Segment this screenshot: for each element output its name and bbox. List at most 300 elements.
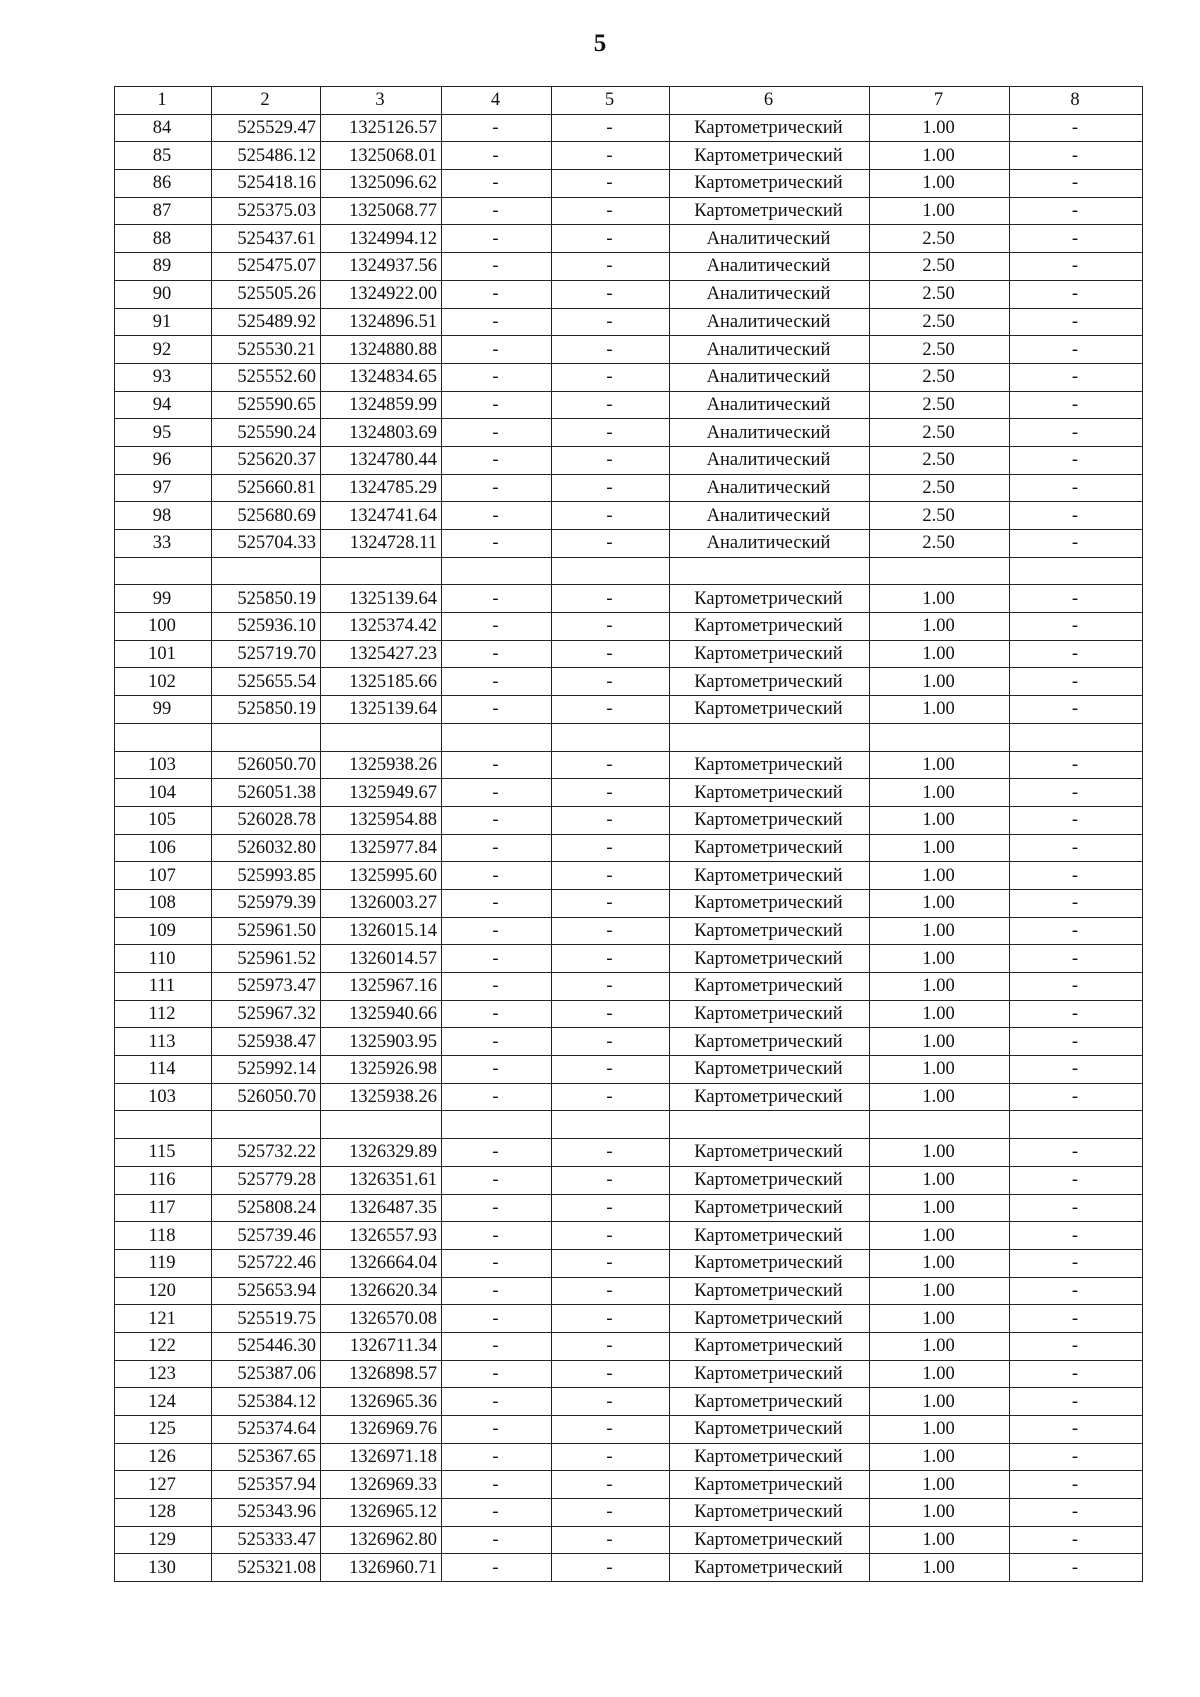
table-cell-col-8: - <box>1010 1083 1143 1111</box>
table-cell-col-6: Аналитический <box>670 280 870 308</box>
table-cell-col-5: - <box>552 1305 670 1333</box>
table-cell-col-7: 1.00 <box>870 945 1010 973</box>
table-row <box>115 280 1143 308</box>
table-cell-col-8: - <box>1010 502 1143 530</box>
table-cell-col-3: 1324803.69 <box>321 419 442 447</box>
table-cell-col-7: 1.00 <box>870 1471 1010 1499</box>
table-cell-col-5: - <box>552 419 670 447</box>
table-cell-col-5: - <box>552 170 670 198</box>
table-cell-col-2: 525660.81 <box>212 474 321 502</box>
table-cell-col-5: - <box>552 1526 670 1554</box>
table-row <box>115 1249 1143 1277</box>
table-cell-col-8: - <box>1010 114 1143 142</box>
table-cell-col-8: - <box>1010 1416 1143 1444</box>
table-cell-col-4: - <box>442 1139 552 1167</box>
table-cell-col-7: 1.00 <box>870 1305 1010 1333</box>
table-cell-col-4: - <box>442 1028 552 1056</box>
table-cell-col-7: 2.50 <box>870 474 1010 502</box>
table-cell-col-1: 109 <box>115 917 212 945</box>
table-cell-col-6 <box>670 723 870 751</box>
table-cell-col-6: Картометрический <box>670 585 870 613</box>
table-cell-col-2: 525486.12 <box>212 142 321 170</box>
table-cell-col-1: 91 <box>115 308 212 336</box>
table-cell-col-8: - <box>1010 585 1143 613</box>
table-cell-col-2: 525732.22 <box>212 1139 321 1167</box>
table-cell-col-8: - <box>1010 280 1143 308</box>
table-cell-col-3: 1324922.00 <box>321 280 442 308</box>
table-row <box>115 225 1143 253</box>
table-cell-col-1: 121 <box>115 1305 212 1333</box>
table-cell-col-6: Картометрический <box>670 613 870 641</box>
table-cell-col-3: 1325068.01 <box>321 142 442 170</box>
table-cell-col-7: 1.00 <box>870 668 1010 696</box>
table-cell-col-2: 525719.70 <box>212 640 321 668</box>
table-cell-col-3: 1326570.08 <box>321 1305 442 1333</box>
table-cell-col-2 <box>212 1111 321 1139</box>
table-cell-col-8: - <box>1010 1139 1143 1167</box>
table-cell-col-5: - <box>552 779 670 807</box>
table-cell-col-7: 1.00 <box>870 1166 1010 1194</box>
table-cell-col-6: Картометрический <box>670 1526 870 1554</box>
table-cell-col-1: 92 <box>115 336 212 364</box>
table-cell-col-5: - <box>552 1471 670 1499</box>
table-row <box>115 419 1143 447</box>
table-cell-col-8: - <box>1010 1332 1143 1360</box>
table-cell-col-7: 1.00 <box>870 1499 1010 1527</box>
table-cell-col-5: - <box>552 474 670 502</box>
table-cell-col-8: - <box>1010 142 1143 170</box>
table-cell-col-1: 97 <box>115 474 212 502</box>
table-cell-col-6: Картометрический <box>670 114 870 142</box>
table-cell-col-8: - <box>1010 474 1143 502</box>
table-cell-col-7: 1.00 <box>870 862 1010 890</box>
table-cell-col-6: Картометрический <box>670 1194 870 1222</box>
table-cell-col-3: 1325954.88 <box>321 806 442 834</box>
table-cell-col-2: 526051.38 <box>212 779 321 807</box>
table-cell-col-4 <box>442 557 552 585</box>
table-cell-col-5: - <box>552 280 670 308</box>
table-cell-col-1: 127 <box>115 1471 212 1499</box>
separator-row <box>115 557 1143 585</box>
table-cell-col-5: - <box>552 253 670 281</box>
table-cell-col-8: - <box>1010 613 1143 641</box>
table-cell-col-5: - <box>552 1499 670 1527</box>
table-cell-col-3: 1326015.14 <box>321 917 442 945</box>
table-row <box>115 391 1143 419</box>
table-cell-col-1: 103 <box>115 751 212 779</box>
table-cell-col-5: - <box>552 1443 670 1471</box>
table-cell-col-3: 1326965.12 <box>321 1499 442 1527</box>
table-cell-col-2: 525530.21 <box>212 336 321 364</box>
table-cell-col-2: 525961.52 <box>212 945 321 973</box>
table-row <box>115 502 1143 530</box>
table-cell-col-6: Аналитический <box>670 419 870 447</box>
table-cell-col-1: 129 <box>115 1526 212 1554</box>
table-cell-col-1: 108 <box>115 889 212 917</box>
table-row <box>115 308 1143 336</box>
table-cell-col-8: - <box>1010 419 1143 447</box>
table-cell-col-4: - <box>442 1443 552 1471</box>
table-cell-col-6: Аналитический <box>670 253 870 281</box>
page-number: 5 <box>593 30 607 57</box>
table-cell-col-6: Картометрический <box>670 1083 870 1111</box>
table-cell-col-2: 525321.08 <box>212 1554 321 1582</box>
table-cell-col-3: 1325126.57 <box>321 114 442 142</box>
table-cell-col-6: Картометрический <box>670 197 870 225</box>
table-cell-col-4: - <box>442 668 552 696</box>
table-row <box>115 1499 1143 1527</box>
table-cell-col-1: 102 <box>115 668 212 696</box>
table-cell-col-1: 112 <box>115 1000 212 1028</box>
table-cell-col-6: Картометрический <box>670 779 870 807</box>
table-row <box>115 640 1143 668</box>
table-cell-col-7: 1.00 <box>870 585 1010 613</box>
table-cell-col-6: Картометрический <box>670 1305 870 1333</box>
table-cell-col-6: Аналитический <box>670 336 870 364</box>
table-row <box>115 1139 1143 1167</box>
table-cell-col-2: 525343.96 <box>212 1499 321 1527</box>
table-cell-col-2: 525850.19 <box>212 696 321 724</box>
table-cell-col-4: - <box>442 1416 552 1444</box>
table-cell-col-6: Картометрический <box>670 1360 870 1388</box>
table-cell-col-4: - <box>442 114 552 142</box>
table-cell-col-7: 1.00 <box>870 1416 1010 1444</box>
table-cell-col-3: 1326487.35 <box>321 1194 442 1222</box>
table-cell-col-2: 526032.80 <box>212 834 321 862</box>
table-cell-col-2: 525374.64 <box>212 1416 321 1444</box>
table-cell-col-6: Картометрический <box>670 917 870 945</box>
table-row <box>115 1000 1143 1028</box>
table-row <box>115 1056 1143 1084</box>
separator-row <box>115 723 1143 751</box>
table-cell-col-4: - <box>442 1249 552 1277</box>
table-cell-col-3: 1326962.80 <box>321 1526 442 1554</box>
table-cell-col-6: Аналитический <box>670 308 870 336</box>
table-cell-col-8: - <box>1010 530 1143 558</box>
table-cell-col-3: 1324785.29 <box>321 474 442 502</box>
table-cell-col-7: 2.50 <box>870 336 1010 364</box>
table-cell-col-4: - <box>442 225 552 253</box>
table-cell-col-5: - <box>552 1028 670 1056</box>
table-cell-col-8: - <box>1010 973 1143 1001</box>
table-cell-col-5: - <box>552 1388 670 1416</box>
table-cell-col-3: 1324994.12 <box>321 225 442 253</box>
table-cell-col-1: 107 <box>115 862 212 890</box>
table-cell-col-7: 1.00 <box>870 1526 1010 1554</box>
table-cell-col-1: 104 <box>115 779 212 807</box>
table-row <box>115 114 1143 142</box>
table-cell-col-3: 1325967.16 <box>321 973 442 1001</box>
table-cell-col-4: - <box>442 973 552 1001</box>
table-cell-col-1: 84 <box>115 114 212 142</box>
table-cell-col-5: - <box>552 1277 670 1305</box>
table-cell-col-7: 2.50 <box>870 363 1010 391</box>
table-row <box>115 1083 1143 1111</box>
table-cell-col-2: 525936.10 <box>212 613 321 641</box>
table-cell-col-3: 1326971.18 <box>321 1443 442 1471</box>
table-row <box>115 1277 1143 1305</box>
table-cell-col-3 <box>321 1111 442 1139</box>
table-cell-col-5: - <box>552 917 670 945</box>
table-cell-col-7: 1.00 <box>870 889 1010 917</box>
table-cell-col-6: Аналитический <box>670 474 870 502</box>
table-cell-col-3: 1326960.71 <box>321 1554 442 1582</box>
table-cell-col-8: - <box>1010 1499 1143 1527</box>
table-cell-col-4: - <box>442 197 552 225</box>
table-cell-col-1: 106 <box>115 834 212 862</box>
table-cell-col-6: Картометрический <box>670 1000 870 1028</box>
table-cell-col-8: - <box>1010 1305 1143 1333</box>
table-cell-col-2: 525655.54 <box>212 668 321 696</box>
table-cell-col-1: 99 <box>115 696 212 724</box>
table-cell-col-8: - <box>1010 1388 1143 1416</box>
table-cell-col-1: 87 <box>115 197 212 225</box>
table-cell-col-4: - <box>442 696 552 724</box>
table-cell-col-7: 2.50 <box>870 419 1010 447</box>
table-cell-col-2: 525387.06 <box>212 1360 321 1388</box>
table-cell-col-6: Картометрический <box>670 1554 870 1582</box>
table-row <box>115 945 1143 973</box>
table-cell-col-6: Картометрический <box>670 640 870 668</box>
table-cell-col-5 <box>552 557 670 585</box>
column-header-2: 2 <box>212 87 321 115</box>
table-cell-col-6: Картометрический <box>670 1499 870 1527</box>
table-cell-col-2: 525375.03 <box>212 197 321 225</box>
table-cell-col-1: 110 <box>115 945 212 973</box>
table-cell-col-1: 94 <box>115 391 212 419</box>
table-cell-col-5 <box>552 723 670 751</box>
table-cell-col-5: - <box>552 585 670 613</box>
table-cell-col-1: 89 <box>115 253 212 281</box>
table-row <box>115 834 1143 862</box>
table-cell-col-6: Картометрический <box>670 751 870 779</box>
table-cell-col-2: 525590.24 <box>212 419 321 447</box>
table-cell-col-3: 1326351.61 <box>321 1166 442 1194</box>
table-cell-col-6: Аналитический <box>670 391 870 419</box>
table-cell-col-5: - <box>552 973 670 1001</box>
table-cell-col-4: - <box>442 280 552 308</box>
table-cell-col-4: - <box>442 945 552 973</box>
table-cell-col-3: 1325977.84 <box>321 834 442 862</box>
table-cell-col-6: Картометрический <box>670 1166 870 1194</box>
table-cell-col-8: - <box>1010 779 1143 807</box>
table-cell-col-2: 525333.47 <box>212 1526 321 1554</box>
table-row <box>115 585 1143 613</box>
table-cell-col-7: 1.00 <box>870 1277 1010 1305</box>
table-cell-col-7: 1.00 <box>870 1194 1010 1222</box>
table-cell-col-4: - <box>442 585 552 613</box>
table-cell-col-6: Картометрический <box>670 1471 870 1499</box>
table-row <box>115 363 1143 391</box>
table-row <box>115 1360 1143 1388</box>
table-row <box>115 197 1143 225</box>
table-cell-col-4: - <box>442 419 552 447</box>
table-cell-col-5: - <box>552 696 670 724</box>
table-row <box>115 253 1143 281</box>
table-cell-col-8: - <box>1010 446 1143 474</box>
table-cell-col-5: - <box>552 751 670 779</box>
table-cell-col-4: - <box>442 1554 552 1582</box>
column-header-1: 1 <box>115 87 212 115</box>
table-cell-col-1: 103 <box>115 1083 212 1111</box>
table-cell-col-2: 525489.92 <box>212 308 321 336</box>
table-row <box>115 696 1143 724</box>
table-row <box>115 142 1143 170</box>
table-cell-col-7: 2.50 <box>870 502 1010 530</box>
coordinates-table <box>114 86 1143 1582</box>
table-cell-col-7: 1.00 <box>870 806 1010 834</box>
table-cell-col-5: - <box>552 446 670 474</box>
table-cell-col-2: 525739.46 <box>212 1222 321 1250</box>
table-cell-col-3: 1325903.95 <box>321 1028 442 1056</box>
table-cell-col-7: 1.00 <box>870 1554 1010 1582</box>
table-row <box>115 1332 1143 1360</box>
table-cell-col-4: - <box>442 1000 552 1028</box>
table-row <box>115 1526 1143 1554</box>
table-cell-col-3: 1326664.04 <box>321 1249 442 1277</box>
table-cell-col-7: 1.00 <box>870 1388 1010 1416</box>
table-cell-col-4: - <box>442 806 552 834</box>
table-cell-col-5: - <box>552 1360 670 1388</box>
table-cell-col-3: 1325995.60 <box>321 862 442 890</box>
table-cell-col-7: 2.50 <box>870 308 1010 336</box>
table-cell-col-8: - <box>1010 640 1143 668</box>
table-cell-col-4 <box>442 723 552 751</box>
table-cell-col-1: 99 <box>115 585 212 613</box>
table-cell-col-7: 1.00 <box>870 1028 1010 1056</box>
table-cell-col-6: Аналитический <box>670 530 870 558</box>
table-header-row <box>115 87 1143 115</box>
table-cell-col-3: 1326969.33 <box>321 1471 442 1499</box>
table-row <box>115 1166 1143 1194</box>
table-cell-col-2: 525552.60 <box>212 363 321 391</box>
table-row <box>115 1194 1143 1222</box>
table-row <box>115 446 1143 474</box>
table-cell-col-6: Картометрический <box>670 170 870 198</box>
table-cell-col-4: - <box>442 336 552 364</box>
table-cell-col-2: 525529.47 <box>212 114 321 142</box>
table-cell-col-4: - <box>442 613 552 641</box>
table-cell-col-5: - <box>552 225 670 253</box>
table-cell-col-8: - <box>1010 363 1143 391</box>
table-cell-col-8: - <box>1010 308 1143 336</box>
table-cell-col-8: - <box>1010 1471 1143 1499</box>
table-cell-col-7: 2.50 <box>870 391 1010 419</box>
table-row <box>115 613 1143 641</box>
table-cell-col-1: 114 <box>115 1056 212 1084</box>
table-row <box>115 1554 1143 1582</box>
table-cell-col-8: - <box>1010 696 1143 724</box>
table-cell-col-3: 1325938.26 <box>321 751 442 779</box>
table-cell-col-7: 1.00 <box>870 640 1010 668</box>
table-cell-col-5: - <box>552 862 670 890</box>
table-cell-col-4: - <box>442 779 552 807</box>
table-cell-col-4: - <box>442 1499 552 1527</box>
table-cell-col-3: 1325938.26 <box>321 1083 442 1111</box>
table-cell-col-6: Картометрический <box>670 834 870 862</box>
table-cell-col-7 <box>870 1111 1010 1139</box>
table-cell-col-6: Картометрический <box>670 1028 870 1056</box>
table-cell-col-8: - <box>1010 889 1143 917</box>
table-row <box>115 1305 1143 1333</box>
table-cell-col-7 <box>870 557 1010 585</box>
table-cell-col-4: - <box>442 1471 552 1499</box>
table-cell-col-8: - <box>1010 1222 1143 1250</box>
column-header-4: 4 <box>442 87 552 115</box>
table-cell-col-3: 1326965.36 <box>321 1388 442 1416</box>
table-cell-col-2: 525850.19 <box>212 585 321 613</box>
table-cell-col-4: - <box>442 917 552 945</box>
table-cell-col-8: - <box>1010 668 1143 696</box>
table-cell-col-4: - <box>442 1083 552 1111</box>
table-cell-col-7: 1.00 <box>870 973 1010 1001</box>
table-cell-col-3: 1326329.89 <box>321 1139 442 1167</box>
table-cell-col-2: 525722.46 <box>212 1249 321 1277</box>
separator-row <box>115 1111 1143 1139</box>
table-cell-col-3: 1325139.64 <box>321 696 442 724</box>
table-cell-col-2: 525446.30 <box>212 1332 321 1360</box>
table-cell-col-5: - <box>552 1139 670 1167</box>
table-cell-col-1: 130 <box>115 1554 212 1582</box>
table-cell-col-8: - <box>1010 197 1143 225</box>
table-cell-col-3: 1325374.42 <box>321 613 442 641</box>
table-cell-col-6 <box>670 1111 870 1139</box>
table-cell-col-3: 1324834.65 <box>321 363 442 391</box>
table-cell-col-6: Картометрический <box>670 1416 870 1444</box>
table-cell-col-3: 1326620.34 <box>321 1277 442 1305</box>
table-cell-col-8: - <box>1010 391 1143 419</box>
table-cell-col-8: - <box>1010 917 1143 945</box>
table-cell-col-6: Картометрический <box>670 142 870 170</box>
table-cell-col-3: 1324728.11 <box>321 530 442 558</box>
table-cell-col-8: - <box>1010 834 1143 862</box>
table-cell-col-1: 100 <box>115 613 212 641</box>
table-cell-col-5: - <box>552 806 670 834</box>
table-row <box>115 1028 1143 1056</box>
table-cell-col-8: - <box>1010 170 1143 198</box>
table-cell-col-1: 90 <box>115 280 212 308</box>
table-cell-col-4: - <box>442 530 552 558</box>
table-cell-col-4: - <box>442 446 552 474</box>
table-cell-col-5: - <box>552 1332 670 1360</box>
table-cell-col-6: Картометрический <box>670 862 870 890</box>
table-cell-col-1 <box>115 557 212 585</box>
table-cell-col-8: - <box>1010 1554 1143 1582</box>
table-cell-col-4: - <box>442 1305 552 1333</box>
table-cell-col-4: - <box>442 1360 552 1388</box>
table-cell-col-3: 1326557.93 <box>321 1222 442 1250</box>
table-cell-col-4: - <box>442 1166 552 1194</box>
table-cell-col-8: - <box>1010 253 1143 281</box>
table-row <box>115 889 1143 917</box>
table-cell-col-8: - <box>1010 336 1143 364</box>
table-cell-col-7: 2.50 <box>870 446 1010 474</box>
table-cell-col-7: 1.00 <box>870 696 1010 724</box>
table-cell-col-2 <box>212 557 321 585</box>
table-cell-col-1: 122 <box>115 1332 212 1360</box>
table-cell-col-7 <box>870 723 1010 751</box>
table-cell-col-3: 1324896.51 <box>321 308 442 336</box>
table-cell-col-3: 1325926.98 <box>321 1056 442 1084</box>
table-cell-col-2: 526050.70 <box>212 751 321 779</box>
table-cell-col-2: 525992.14 <box>212 1056 321 1084</box>
table-cell-col-5: - <box>552 308 670 336</box>
table-cell-col-2: 526028.78 <box>212 806 321 834</box>
table-cell-col-8: - <box>1010 1249 1143 1277</box>
table-row <box>115 779 1143 807</box>
table-cell-col-1: 111 <box>115 973 212 1001</box>
column-header-7: 7 <box>870 87 1010 115</box>
